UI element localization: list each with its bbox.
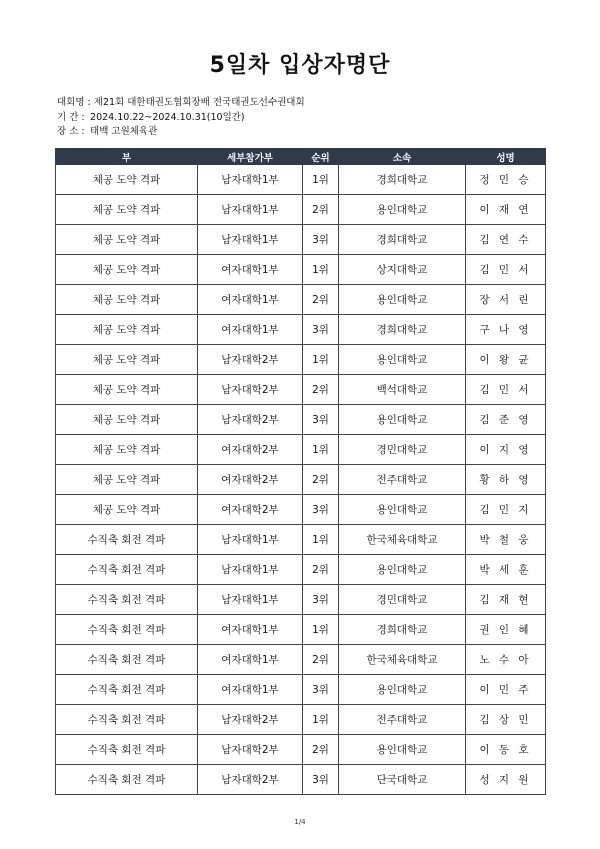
- division-cell: 체공 도약 격파: [56, 315, 198, 345]
- page-title: 5일차 입상자명단: [209, 53, 391, 78]
- results-table: [55, 148, 546, 795]
- affiliation-cell: 경희대학교: [339, 315, 466, 345]
- rank-cell: 3위: [303, 225, 339, 255]
- affiliation-cell: 경희대학교: [339, 615, 466, 645]
- category-cell: 여자대학1부: [198, 315, 303, 345]
- division-cell: 수직축 회전 격파: [56, 645, 198, 675]
- affiliation-cell: 용인대학교: [339, 345, 466, 375]
- table-row: [56, 525, 546, 555]
- name-cell: 박 철 웅: [466, 525, 546, 555]
- rank-cell: 1위: [303, 705, 339, 735]
- affiliation-cell: 용인대학교: [339, 555, 466, 585]
- affiliation-cell: 용인대학교: [339, 195, 466, 225]
- rank-cell: 2위: [303, 375, 339, 405]
- name-cell: 성 지 원: [466, 765, 546, 795]
- category-cell: 남자대학2부: [198, 345, 303, 375]
- event-venue-value: 태백 고원체육관: [90, 126, 158, 137]
- table-header-row: [56, 149, 546, 165]
- division-cell: 체공 도약 격파: [56, 195, 198, 225]
- rank-cell: 1위: [303, 525, 339, 555]
- name-cell: 노 수 아: [466, 645, 546, 675]
- name-cell: 이 민 주: [466, 675, 546, 705]
- rank-cell: 1위: [303, 345, 339, 375]
- name-cell: 김 민 서: [466, 255, 546, 285]
- table-row: [56, 555, 546, 585]
- division-cell: 체공 도약 격파: [56, 285, 198, 315]
- rank-cell: 1위: [303, 255, 339, 285]
- category-cell: 여자대학2부: [198, 495, 303, 525]
- name-cell: 이 재 연: [466, 195, 546, 225]
- division-cell: 수직축 회전 격파: [56, 735, 198, 765]
- header-division: 부: [56, 149, 198, 165]
- affiliation-cell: 경민대학교: [339, 585, 466, 615]
- category-cell: 여자대학1부: [198, 285, 303, 315]
- header-name: 성명: [466, 149, 546, 165]
- name-cell: 이 동 호: [466, 735, 546, 765]
- affiliation-cell: 한국체육대학교: [339, 645, 466, 675]
- rank-cell: 2위: [303, 195, 339, 225]
- table-row: [56, 765, 546, 795]
- rank-cell: 1위: [303, 615, 339, 645]
- rank-cell: 3위: [303, 675, 339, 705]
- affiliation-cell: 경희대학교: [339, 165, 466, 195]
- table-row: [56, 255, 546, 285]
- rank-cell: 1위: [303, 165, 339, 195]
- rank-cell: 3위: [303, 765, 339, 795]
- division-cell: 체공 도약 격파: [56, 345, 198, 375]
- rank-cell: 2위: [303, 645, 339, 675]
- affiliation-cell: 상지대학교: [339, 255, 466, 285]
- division-cell: 수직축 회전 격파: [56, 525, 198, 555]
- rank-cell: 3위: [303, 495, 339, 525]
- header-category: 세부참가부: [198, 149, 303, 165]
- affiliation-cell: 용인대학교: [339, 405, 466, 435]
- division-cell: 체공 도약 격파: [56, 405, 198, 435]
- name-cell: 김 민 서: [466, 375, 546, 405]
- event-venue-row: [57, 125, 305, 140]
- category-cell: 남자대학2부: [198, 765, 303, 795]
- name-cell: 권 인 혜: [466, 615, 546, 645]
- table-row: [56, 405, 546, 435]
- division-cell: 수직축 회전 격파: [56, 615, 198, 645]
- affiliation-cell: 경희대학교: [339, 225, 466, 255]
- division-cell: 체공 도약 격파: [56, 255, 198, 285]
- table-row: [56, 705, 546, 735]
- category-cell: 여자대학2부: [198, 465, 303, 495]
- category-cell: 여자대학1부: [198, 645, 303, 675]
- category-cell: 남자대학2부: [198, 405, 303, 435]
- affiliation-cell: 단국대학교: [339, 765, 466, 795]
- name-cell: 정 민 승: [466, 165, 546, 195]
- category-cell: 남자대학1부: [198, 585, 303, 615]
- table-row: [56, 675, 546, 705]
- category-cell: 남자대학1부: [198, 525, 303, 555]
- table-row: [56, 285, 546, 315]
- event-name-row: [57, 96, 305, 111]
- category-cell: 남자대학1부: [198, 195, 303, 225]
- category-cell: 남자대학2부: [198, 735, 303, 765]
- name-cell: 김 준 영: [466, 405, 546, 435]
- table-row: [56, 435, 546, 465]
- division-cell: 수직축 회전 격파: [56, 555, 198, 585]
- table-row: [56, 225, 546, 255]
- header-rank: 순위: [303, 149, 339, 165]
- rank-cell: 3위: [303, 585, 339, 615]
- division-cell: 체공 도약 격파: [56, 465, 198, 495]
- affiliation-cell: 용인대학교: [339, 735, 466, 765]
- table-row: [56, 195, 546, 225]
- affiliation-cell: 전주대학교: [339, 705, 466, 735]
- name-cell: 이 왕 균: [466, 345, 546, 375]
- name-cell: 구 나 영: [466, 315, 546, 345]
- rank-cell: 1위: [303, 435, 339, 465]
- table-row: [56, 375, 546, 405]
- name-cell: 김 연 수: [466, 225, 546, 255]
- division-cell: 체공 도약 격파: [56, 495, 198, 525]
- event-period-label: 기 간 :: [57, 111, 85, 123]
- table-row: [56, 165, 546, 195]
- table-row: [56, 345, 546, 375]
- division-cell: 수직축 회전 격파: [56, 705, 198, 735]
- name-cell: 장 서 린: [466, 285, 546, 315]
- rank-cell: 2위: [303, 735, 339, 765]
- division-cell: 수직축 회전 격파: [56, 765, 198, 795]
- category-cell: 여자대학1부: [198, 675, 303, 705]
- event-info: [57, 96, 305, 140]
- table-row: [56, 735, 546, 765]
- category-cell: 남자대학1부: [198, 225, 303, 255]
- category-cell: 남자대학2부: [198, 375, 303, 405]
- name-cell: 황 하 영: [466, 465, 546, 495]
- division-cell: 수직축 회전 격파: [56, 675, 198, 705]
- header-affiliation: 소속: [339, 149, 466, 165]
- affiliation-cell: 용인대학교: [339, 675, 466, 705]
- rank-cell: 3위: [303, 405, 339, 435]
- rank-cell: 2위: [303, 285, 339, 315]
- name-cell: 김 민 지: [466, 495, 546, 525]
- rank-cell: 2위: [303, 465, 339, 495]
- event-name-label: 대회명 :: [57, 97, 91, 108]
- table-row: [56, 585, 546, 615]
- division-cell: 체공 도약 격파: [56, 375, 198, 405]
- category-cell: 여자대학2부: [198, 435, 303, 465]
- name-cell: 박 세 훈: [466, 555, 546, 585]
- affiliation-cell: 경민대학교: [339, 435, 466, 465]
- table-row: [56, 465, 546, 495]
- rank-cell: 2위: [303, 555, 339, 585]
- table-row: [56, 495, 546, 525]
- affiliation-cell: 백석대학교: [339, 375, 466, 405]
- event-period-value: 2024.10.22~2024.10.31(10일간): [90, 111, 245, 123]
- division-cell: 체공 도약 격파: [56, 225, 198, 255]
- division-cell: 체공 도약 격파: [56, 435, 198, 465]
- affiliation-cell: 용인대학교: [339, 285, 466, 315]
- category-cell: 여자대학1부: [198, 615, 303, 645]
- table-row: [56, 615, 546, 645]
- event-venue-label: 장 소 :: [57, 126, 85, 137]
- table-row: [56, 315, 546, 345]
- name-cell: 김 상 민: [466, 705, 546, 735]
- affiliation-cell: 용인대학교: [339, 495, 466, 525]
- category-cell: 남자대학1부: [198, 555, 303, 585]
- category-cell: 여자대학1부: [198, 255, 303, 285]
- event-name-value: 제21회 대한태권도협회장배 전국태권도선수권대회: [93, 97, 305, 108]
- page-number: 1/4: [294, 818, 306, 826]
- division-cell: 수직축 회전 격파: [56, 585, 198, 615]
- name-cell: 김 재 현: [466, 585, 546, 615]
- rank-cell: 3위: [303, 315, 339, 345]
- category-cell: 남자대학1부: [198, 165, 303, 195]
- category-cell: 남자대학2부: [198, 705, 303, 735]
- table-row: [56, 645, 546, 675]
- name-cell: 이 지 영: [466, 435, 546, 465]
- affiliation-cell: 한국체육대학교: [339, 525, 466, 555]
- division-cell: 체공 도약 격파: [56, 165, 198, 195]
- affiliation-cell: 전주대학교: [339, 465, 466, 495]
- event-period-row: [57, 111, 305, 126]
